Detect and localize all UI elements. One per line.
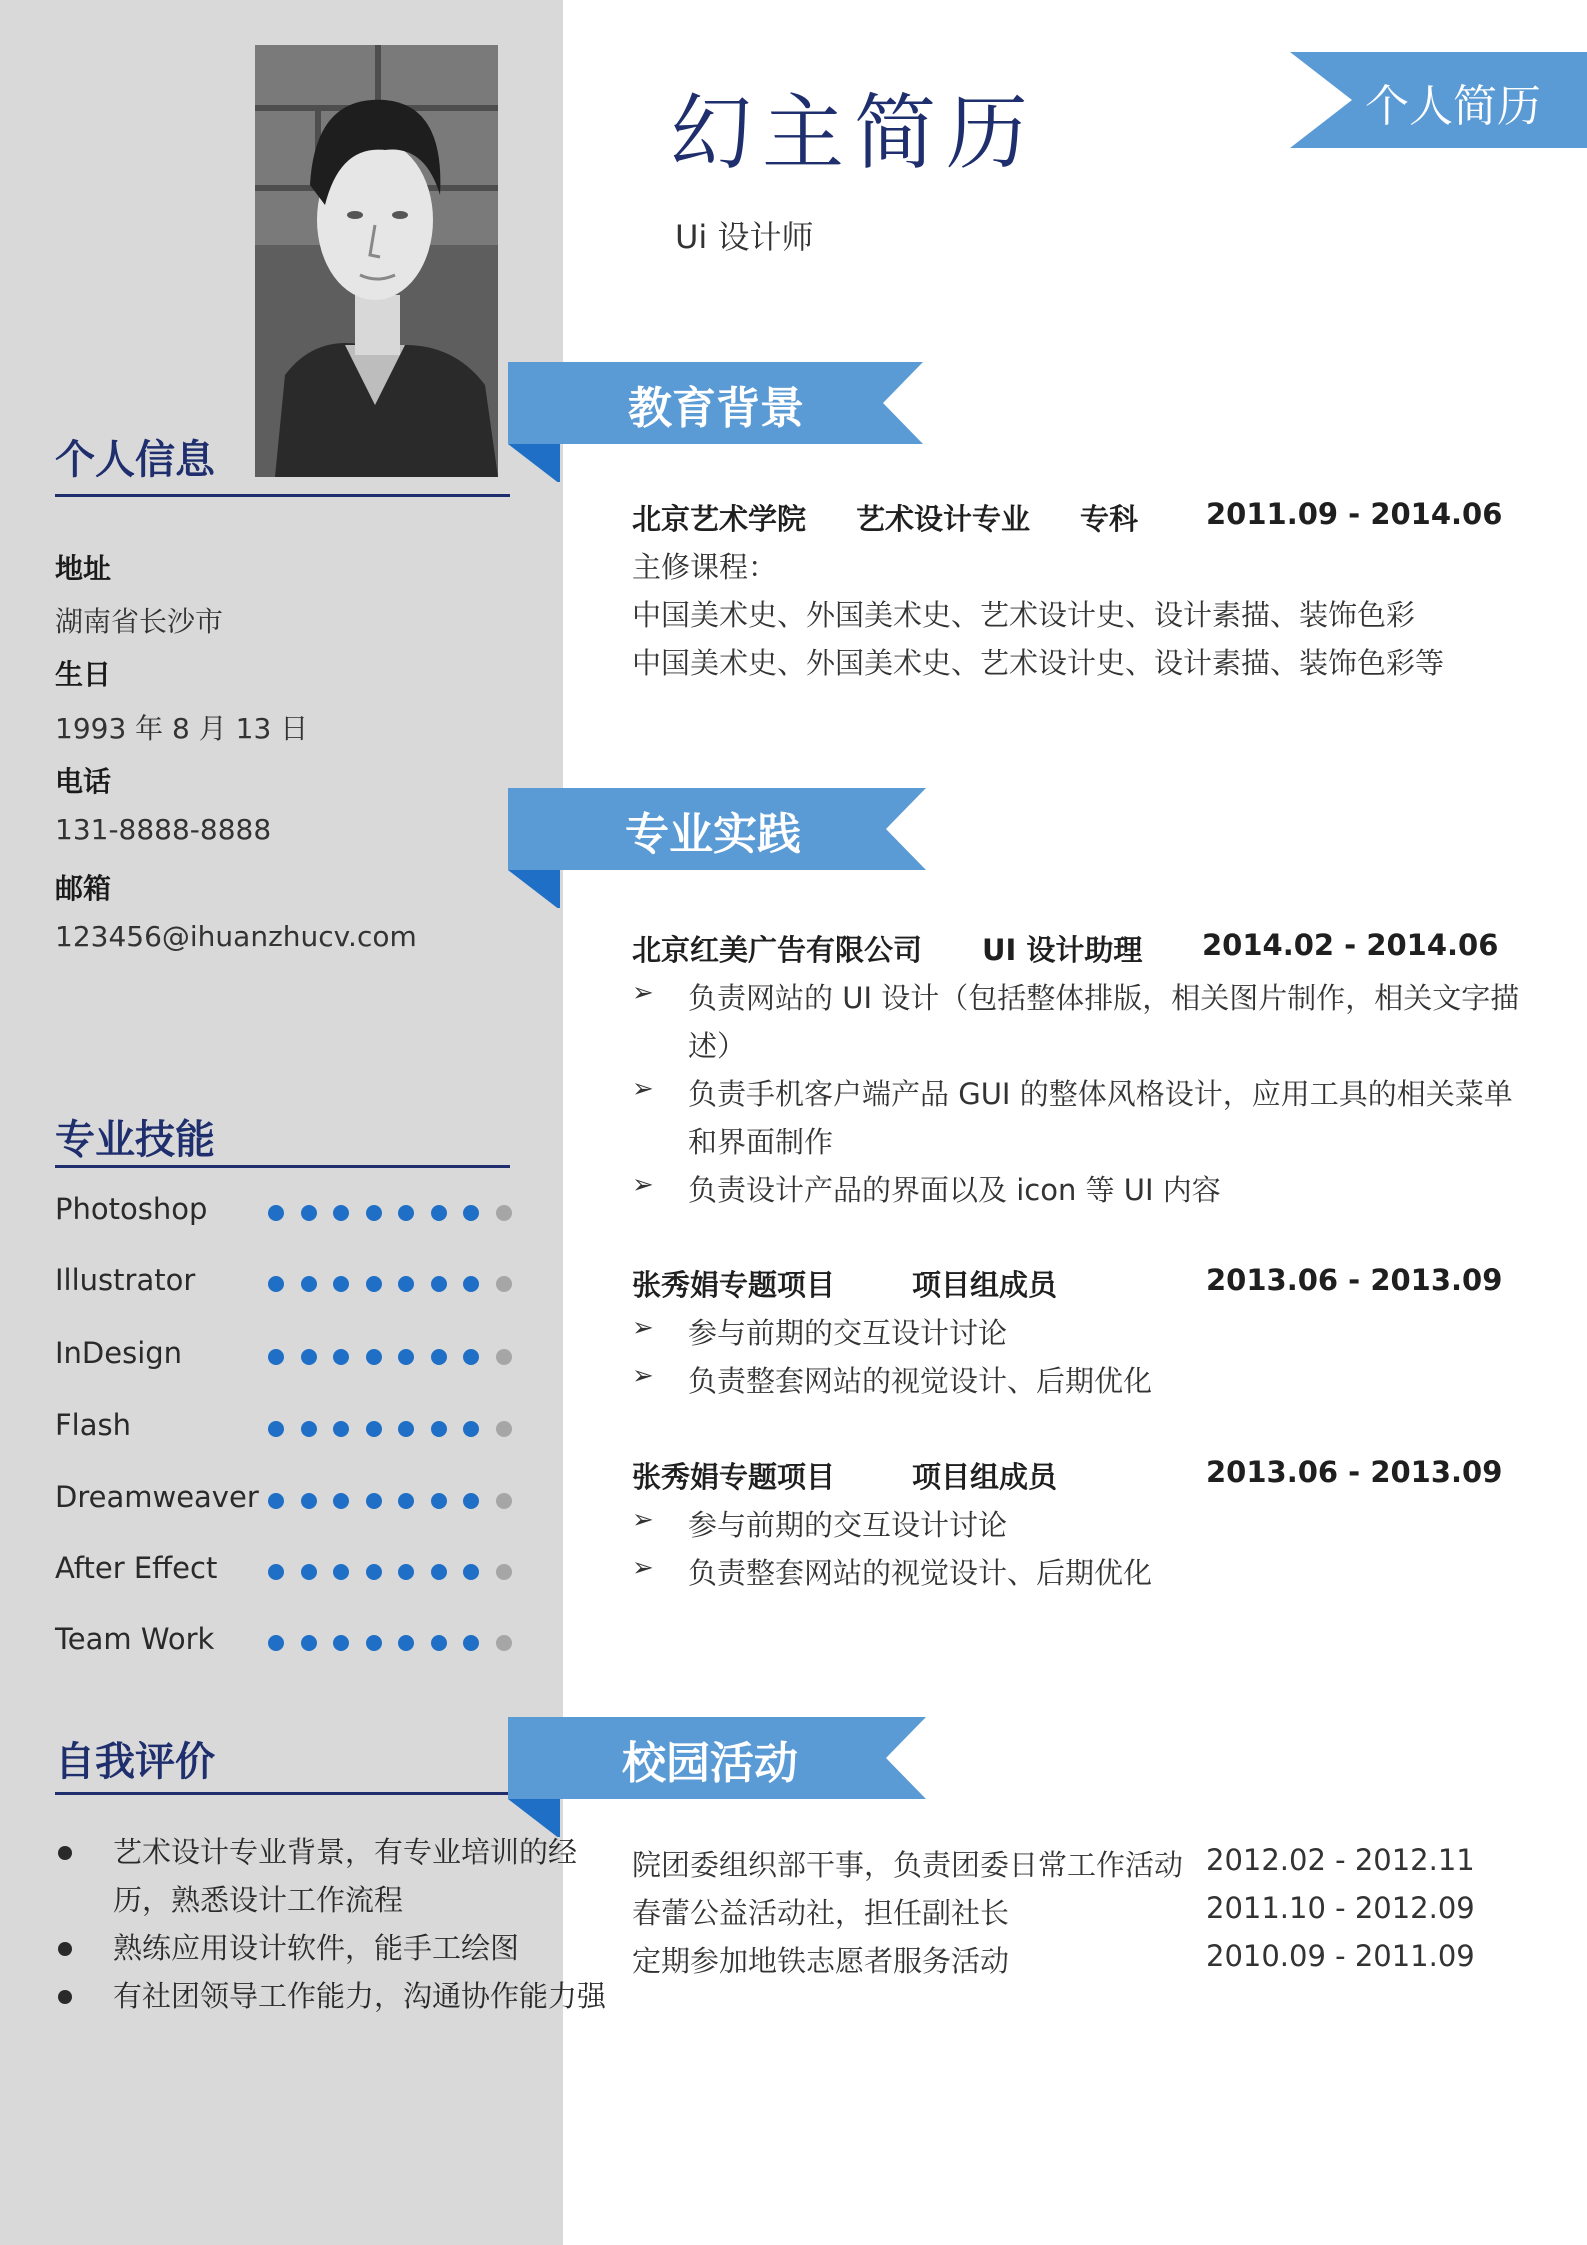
edu-courses-1: 中国美术史、外国美术史、艺术设计史、设计素描、装饰色彩 — [632, 598, 1416, 632]
bullet-arrow-icon: ➢ — [632, 978, 654, 1008]
bullet-dot-icon — [58, 1990, 72, 2004]
skill-dot-filled — [301, 1635, 317, 1651]
skill-dot-filled — [333, 1421, 349, 1437]
bullet-arrow-icon: ➢ — [632, 1313, 654, 1343]
skill-dot-empty — [496, 1421, 512, 1437]
skill-level-dots — [268, 1205, 528, 1221]
skill-dot-filled — [431, 1349, 447, 1365]
skill-dot-filled — [431, 1635, 447, 1651]
skill-dot-filled — [268, 1493, 284, 1509]
skill-dot-filled — [301, 1493, 317, 1509]
skill-dot-filled — [431, 1205, 447, 1221]
bullet-arrow-icon: ➢ — [632, 1170, 654, 1200]
info-value-birthday: 1993 年 8 月 13 日 — [55, 712, 309, 745]
skill-dot-filled — [463, 1493, 479, 1509]
campus-activity: 春蕾公益活动社，担任副社长 — [632, 1896, 1010, 1930]
skill-dot-filled — [333, 1349, 349, 1365]
job-dates: 2014.02 - 2014.06 — [1202, 928, 1499, 962]
edu-degree: 专科 — [1080, 502, 1139, 536]
job-duty-text: 负责设计产品的界面以及 icon 等 UI 内容 — [688, 1173, 1221, 1207]
skill-dot-filled — [398, 1564, 414, 1580]
skill-dot-filled — [431, 1421, 447, 1437]
info-value-phone: 131-8888-8888 — [55, 813, 272, 846]
skill-name: Illustrator — [55, 1263, 196, 1297]
skill-dot-filled — [463, 1349, 479, 1365]
skill-dot-filled — [431, 1276, 447, 1292]
skill-name: After Effect — [55, 1551, 218, 1585]
self-eval-title: 自我评价 — [55, 1739, 215, 1785]
skill-dot-empty — [496, 1276, 512, 1292]
skill-dot-filled — [301, 1564, 317, 1580]
info-value-email: 123456@ihuanzhucv.com — [55, 920, 417, 953]
skill-dot-filled — [301, 1349, 317, 1365]
skill-name: Team Work — [55, 1622, 215, 1656]
skill-dot-filled — [366, 1276, 382, 1292]
eval-text: 有社团领导工作能力，沟通协作能力强 — [113, 1979, 607, 2013]
skill-dot-filled — [366, 1349, 382, 1365]
skill-dot-filled — [268, 1276, 284, 1292]
job-duty-text: 参与前期的交互设计讨论 — [688, 1316, 1008, 1350]
skill-dot-filled — [301, 1205, 317, 1221]
skill-level-dots — [268, 1349, 528, 1365]
job-duty-text: 参与前期的交互设计讨论 — [688, 1508, 1008, 1542]
self-eval-rule — [55, 1792, 510, 1795]
bullet-dot-icon — [58, 1942, 72, 1956]
job-duty-text: 负责网站的 UI 设计（包括整体排版，相关图片制作，相关文字描 — [688, 981, 1520, 1015]
edu-major: 艺术设计专业 — [856, 502, 1031, 536]
bullet-arrow-icon: ➢ — [632, 1074, 654, 1104]
skills-rule — [55, 1165, 510, 1168]
personal-info-title: 个人信息 — [55, 437, 215, 483]
skill-dot-filled — [398, 1276, 414, 1292]
skill-dot-filled — [366, 1635, 382, 1651]
skill-dot-filled — [366, 1421, 382, 1437]
skills-title: 专业技能 — [55, 1117, 215, 1163]
skill-dot-empty — [496, 1564, 512, 1580]
skill-dot-filled — [431, 1493, 447, 1509]
eval-text: 艺术设计专业背景，有专业培训的经历，熟悉设计工作流程 — [113, 1835, 578, 1917]
skill-level-dots — [268, 1421, 528, 1437]
job-title: Ui 设计师 — [675, 218, 814, 256]
skill-dot-filled — [463, 1276, 479, 1292]
skill-dot-filled — [301, 1276, 317, 1292]
skill-dot-empty — [496, 1635, 512, 1651]
skill-name: Photoshop — [55, 1192, 208, 1226]
job-duty-text: 和界面制作 — [688, 1125, 834, 1159]
skill-dot-empty — [496, 1349, 512, 1365]
job-duty-text: 述） — [688, 1029, 747, 1063]
bullet-arrow-icon: ➢ — [632, 1361, 654, 1391]
skill-dot-filled — [268, 1349, 284, 1365]
info-value-address: 湖南省长沙市 — [55, 605, 224, 638]
skill-dot-filled — [398, 1421, 414, 1437]
job-dates: 2013.06 - 2013.09 — [1206, 1455, 1503, 1489]
bullet-dot-icon — [58, 1846, 72, 1860]
job-company: 张秀娟专题项目 — [632, 1460, 836, 1494]
practice-title: 专业实践 — [625, 809, 801, 860]
skill-dot-filled — [398, 1493, 414, 1509]
skill-level-dots — [268, 1276, 528, 1292]
skill-dot-filled — [268, 1205, 284, 1221]
campus-activity-dates: 2010.09 - 2011.09 — [1206, 1939, 1475, 1973]
info-label-phone: 电话 — [55, 765, 112, 798]
skill-dot-filled — [333, 1564, 349, 1580]
skill-dot-filled — [431, 1564, 447, 1580]
skill-dot-filled — [268, 1421, 284, 1437]
job-position: UI 设计助理 — [982, 933, 1143, 967]
campus-activity-dates: 2011.10 - 2012.09 — [1206, 1891, 1475, 1925]
skill-dot-filled — [333, 1635, 349, 1651]
skill-dot-filled — [398, 1635, 414, 1651]
job-duty-text: 负责手机客户端产品 GUI 的整体风格设计，应用工具的相关菜单 — [688, 1077, 1513, 1111]
profile-photo — [255, 45, 498, 477]
bullet-arrow-icon: ➢ — [632, 1505, 654, 1535]
skill-dot-filled — [463, 1564, 479, 1580]
skill-dot-filled — [366, 1493, 382, 1509]
campus-activity-dates: 2012.02 - 2012.11 — [1206, 1843, 1475, 1877]
skill-level-dots — [268, 1493, 528, 1509]
skill-level-dots — [268, 1564, 528, 1580]
skill-dot-filled — [301, 1421, 317, 1437]
skill-name: Dreamweaver — [55, 1480, 259, 1514]
skill-dot-empty — [496, 1205, 512, 1221]
edu-courses-2: 中国美术史、外国美术史、艺术设计史、设计素描、装饰色彩等 — [632, 646, 1445, 680]
edu-dates: 2011.09 - 2014.06 — [1206, 497, 1503, 531]
job-position: 项目组成员 — [912, 1460, 1058, 1494]
campus-activity: 院团委组织部干事，负责团委日常工作活动 — [632, 1848, 1184, 1882]
skill-dot-filled — [268, 1635, 284, 1651]
job-dates: 2013.06 - 2013.09 — [1206, 1263, 1503, 1297]
skill-dot-filled — [463, 1205, 479, 1221]
skill-dot-filled — [398, 1349, 414, 1365]
skill-dot-filled — [463, 1635, 479, 1651]
job-company: 北京红美广告有限公司 — [632, 933, 923, 967]
campus-title: 校园活动 — [622, 1738, 798, 1789]
info-label-address: 地址 — [55, 552, 112, 585]
skill-dot-filled — [366, 1205, 382, 1221]
info-label-birthday: 生日 — [55, 658, 112, 691]
bullet-arrow-icon: ➢ — [632, 1553, 654, 1583]
info-label-email: 邮箱 — [55, 872, 112, 905]
campus-activity: 定期参加地铁志愿者服务活动 — [632, 1944, 1010, 1978]
skill-dot-filled — [333, 1276, 349, 1292]
skill-dot-filled — [333, 1205, 349, 1221]
edu-courses-label: 主修课程： — [632, 550, 778, 584]
skill-dot-filled — [268, 1564, 284, 1580]
personal-info-rule — [55, 494, 510, 497]
skill-dot-filled — [366, 1564, 382, 1580]
job-duty-text: 负责整套网站的视觉设计、后期优化 — [688, 1364, 1153, 1398]
skill-dot-filled — [398, 1205, 414, 1221]
skill-dot-empty — [496, 1493, 512, 1509]
resume-tag-label: 个人简历 — [1365, 81, 1541, 132]
skill-dot-filled — [463, 1421, 479, 1437]
education-title: 教育背景 — [628, 383, 804, 434]
resume-name: 幻主简历 — [670, 86, 1039, 181]
skill-name: InDesign — [55, 1336, 183, 1370]
job-company: 张秀娟专题项目 — [632, 1268, 836, 1302]
job-duty-text: 负责整套网站的视觉设计、后期优化 — [688, 1556, 1153, 1590]
skill-name: Flash — [55, 1408, 131, 1442]
edu-school: 北京艺术学院 — [632, 502, 807, 536]
skill-dot-filled — [333, 1493, 349, 1509]
job-position: 项目组成员 — [912, 1268, 1058, 1302]
skill-level-dots — [268, 1635, 528, 1651]
eval-text: 熟练应用设计软件，能手工绘图 — [113, 1931, 520, 1965]
